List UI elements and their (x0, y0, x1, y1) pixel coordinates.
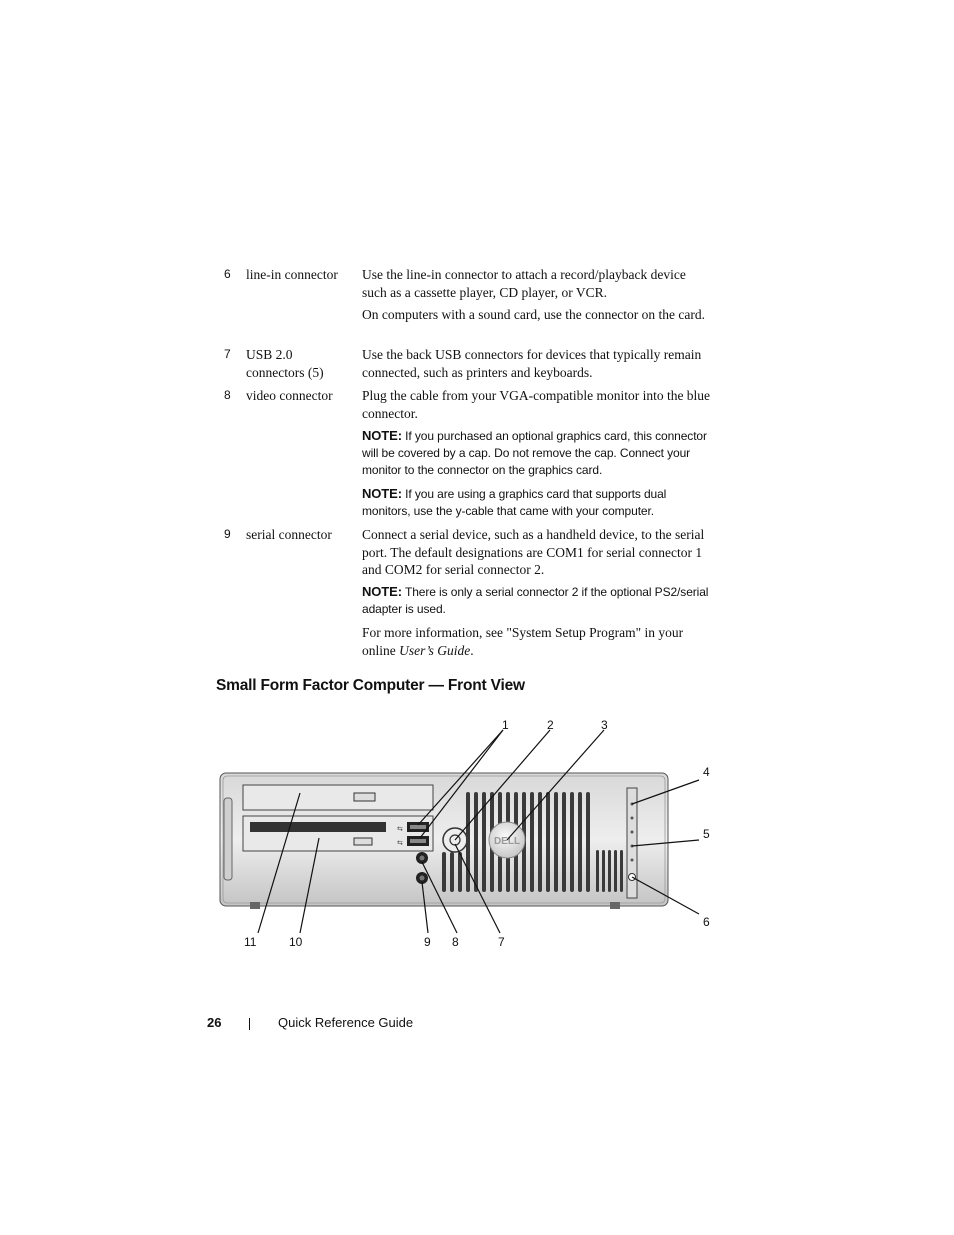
floppy-drive (243, 816, 433, 851)
svg-text:⇆: ⇆ (397, 825, 403, 833)
footer-title: Quick Reference Guide (278, 1015, 414, 1030)
row-7-number: 7 (224, 347, 231, 361)
row-7-term: USB 2.0 connectors (5) (246, 347, 324, 380)
note-label: NOTE: (362, 486, 402, 501)
callout-10: 10 (289, 935, 303, 949)
svg-text:⇆: ⇆ (397, 839, 403, 847)
more-info-end: . (470, 642, 474, 658)
note-text: If you purchased an optional graphics card, this connector will be covered by a cap. Do not remove the cap. Connect your monitor to the connector on the graphics card. (362, 429, 707, 477)
callout-4: 4 (703, 765, 710, 779)
computer-front-view-figure (210, 712, 730, 962)
row-8-note-1 (362, 427, 712, 479)
row-9-term: serial connector (246, 527, 332, 542)
row-6-description: Use the line-in connector to attach a record/playback device such as a cassette player, CD player, or VCR. (362, 267, 686, 300)
indicator-panel (627, 788, 637, 898)
row-8-note-2 (362, 485, 712, 520)
section-heading: Small Form Factor Computer — Front View (216, 677, 525, 694)
row-9-description: Connect a serial device, such as a handheld device, to the serial port. The default designations are COM1 for serial connector 1 and COM2 for serial connector 2. (362, 527, 705, 577)
callout-7: 7 (498, 935, 505, 949)
callout-1: 1 (502, 718, 509, 732)
note-text: If you are using a graphics card that supports dual monitors, use the y-cable that came with your computer. (362, 487, 667, 518)
row-6-number: 6 (224, 267, 231, 281)
note-label: NOTE: (362, 428, 402, 443)
row-8-number: 8 (224, 388, 231, 402)
more-info-text: For more information, see "System Setup Program" in your online (362, 625, 684, 658)
callout-3: 3 (601, 718, 608, 732)
optical-drive (243, 785, 433, 810)
callout-6: 6 (703, 915, 710, 929)
callout-8: 8 (452, 935, 459, 949)
row-6-term: line-in connector (246, 267, 338, 282)
callout-11: 11 (244, 935, 257, 949)
row-9-number: 9 (224, 527, 231, 541)
note-text: There is only a serial connector 2 if the optional PS2/serial adapter is used. (362, 585, 709, 616)
row-9-note (362, 583, 712, 618)
dell-logo-text: DELL (493, 836, 521, 847)
row-9-more-info (362, 624, 712, 659)
callout-5: 5 (703, 827, 710, 841)
callout-2: 2 (547, 718, 554, 732)
note-label: NOTE: (362, 584, 402, 599)
footer-divider (249, 1018, 250, 1030)
row-7-description: Use the back USB connectors for devices that typically remain connected, such as printers and keyboards. (362, 347, 702, 380)
row-6-description-2: On computers with a sound card, use the connector on the card. (362, 307, 706, 322)
row-8-term: video connector (246, 388, 333, 403)
row-8-description: Plug the cable from your VGA-compatible monitor into the blue connector. (362, 388, 711, 421)
page-number: 26 (207, 1015, 222, 1030)
callout-9: 9 (424, 935, 431, 949)
power-button (443, 828, 467, 852)
users-guide-title: User’s Guide (399, 642, 471, 658)
